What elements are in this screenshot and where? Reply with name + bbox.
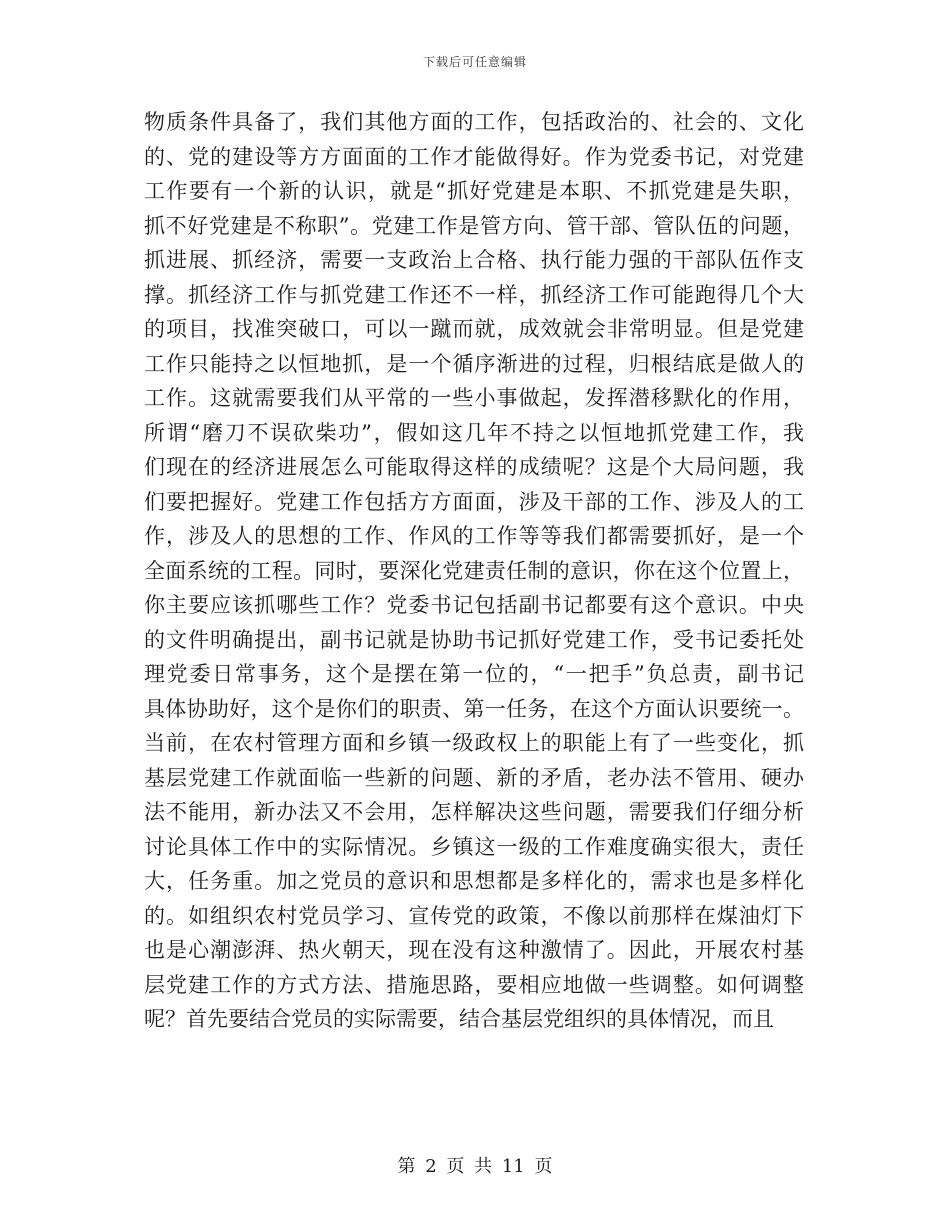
page-header: 下载后可任意编辑: [422, 55, 527, 69]
text-line: 们现在的经济进展怎么可能取得这样的成绩呢？这是个大局问题，我: [144, 455, 804, 479]
text-line: 们要把握好。党建工作包括方方面面，涉及干部的工作、涉及人的工: [144, 489, 804, 514]
text-line: 也是心潮澎湃、热火朝天，现在没有这种激情了。因此，开展农村基: [144, 938, 804, 962]
text-line: 具体协助好，这个是你们的职责、第一任务，在这个方面认识要统一。: [144, 696, 804, 721]
text-line: 大，任务重。加之党员的意识和思想都是多样化的，需求也是多样化: [144, 869, 804, 893]
text-line: 基层党建工作就面临一些新的问题、新的矛盾，老办法不管用、硬办: [144, 765, 804, 790]
text-line: 全面系统的工程。同时，要深化党建责任制的意识，你在这个位置上，: [144, 558, 804, 583]
body-text: [144, 105, 804, 1037]
text-line: 当前，在农村管理方面和乡镇一级政权上的职能上有了一些变化，抓: [144, 731, 804, 755]
text-line: 呢？首先要结合党员的实际需要，结合基层党组织的具体情况，而且: [144, 1007, 774, 1031]
text-line: 的文件明确提出，副书记就是协助书记抓好党建工作，受书记委托处: [144, 627, 804, 652]
text-line: 的。如组织农村党员学习、宣传党的政策，不像以前那样在煤油灯下: [144, 903, 804, 928]
text-line: 理党委日常事务，这个是摆在第一位的，“一把手”负总责，副书记: [144, 662, 804, 686]
page-number: 第 2 页 共 11 页: [397, 1156, 553, 1177]
text-line: 工作。这就需要我们从平常的一些小事做起，发挥潜移默化的作用，: [144, 386, 804, 410]
text-line: 层党建工作的方式方法、措施思路，要相应地做一些调整。如何调整: [144, 972, 804, 997]
text-line: 撑。抓经济工作与抓党建工作还不一样，抓经济工作可能跑得几个大: [144, 282, 804, 307]
text-line: 你主要应该抓哪些工作？党委书记包括副书记都要有这个意识。中央: [144, 593, 804, 617]
text-line: 作，涉及人的思想的工作、作风的工作等等我们都需要抓好，是一个: [144, 524, 804, 548]
text-line: 物质条件具备了，我们其他方面的工作，包括政治的、社会的、文化: [144, 110, 804, 134]
text-line: 的项目，找准突破口，可以一蹴而就，成效就会非常明显。但是党建: [144, 317, 804, 341]
text-line: 抓不好党建是不称职”。党建工作是管方向、管干部、管队伍的问题，: [144, 213, 804, 238]
text-line: 工作只能持之以恒地抓，是一个循序渐进的过程，归根结底是做人的: [144, 351, 804, 376]
text-line: 抓进展、抓经济，需要一支政治上合格、执行能力强的干部队伍作支: [144, 248, 804, 272]
text-line: 工作要有一个新的认识，就是“抓好党建是本职、不抓党建是失职，: [144, 179, 804, 203]
text-line: 所谓“磨刀不误砍柴功”，假如这几年不持之以恒地抓党建工作，我: [144, 420, 804, 445]
text-line: 法不能用，新办法又不会用，怎样解决这些问题，需要我们仔细分析: [144, 800, 804, 824]
text-line: 讨论具体工作中的实际情况。乡镇这一级的工作难度确实很大，责任: [144, 834, 804, 859]
text-line: 的、党的建设等方方面面的工作才能做得好。作为党委书记，对党建: [144, 144, 804, 169]
